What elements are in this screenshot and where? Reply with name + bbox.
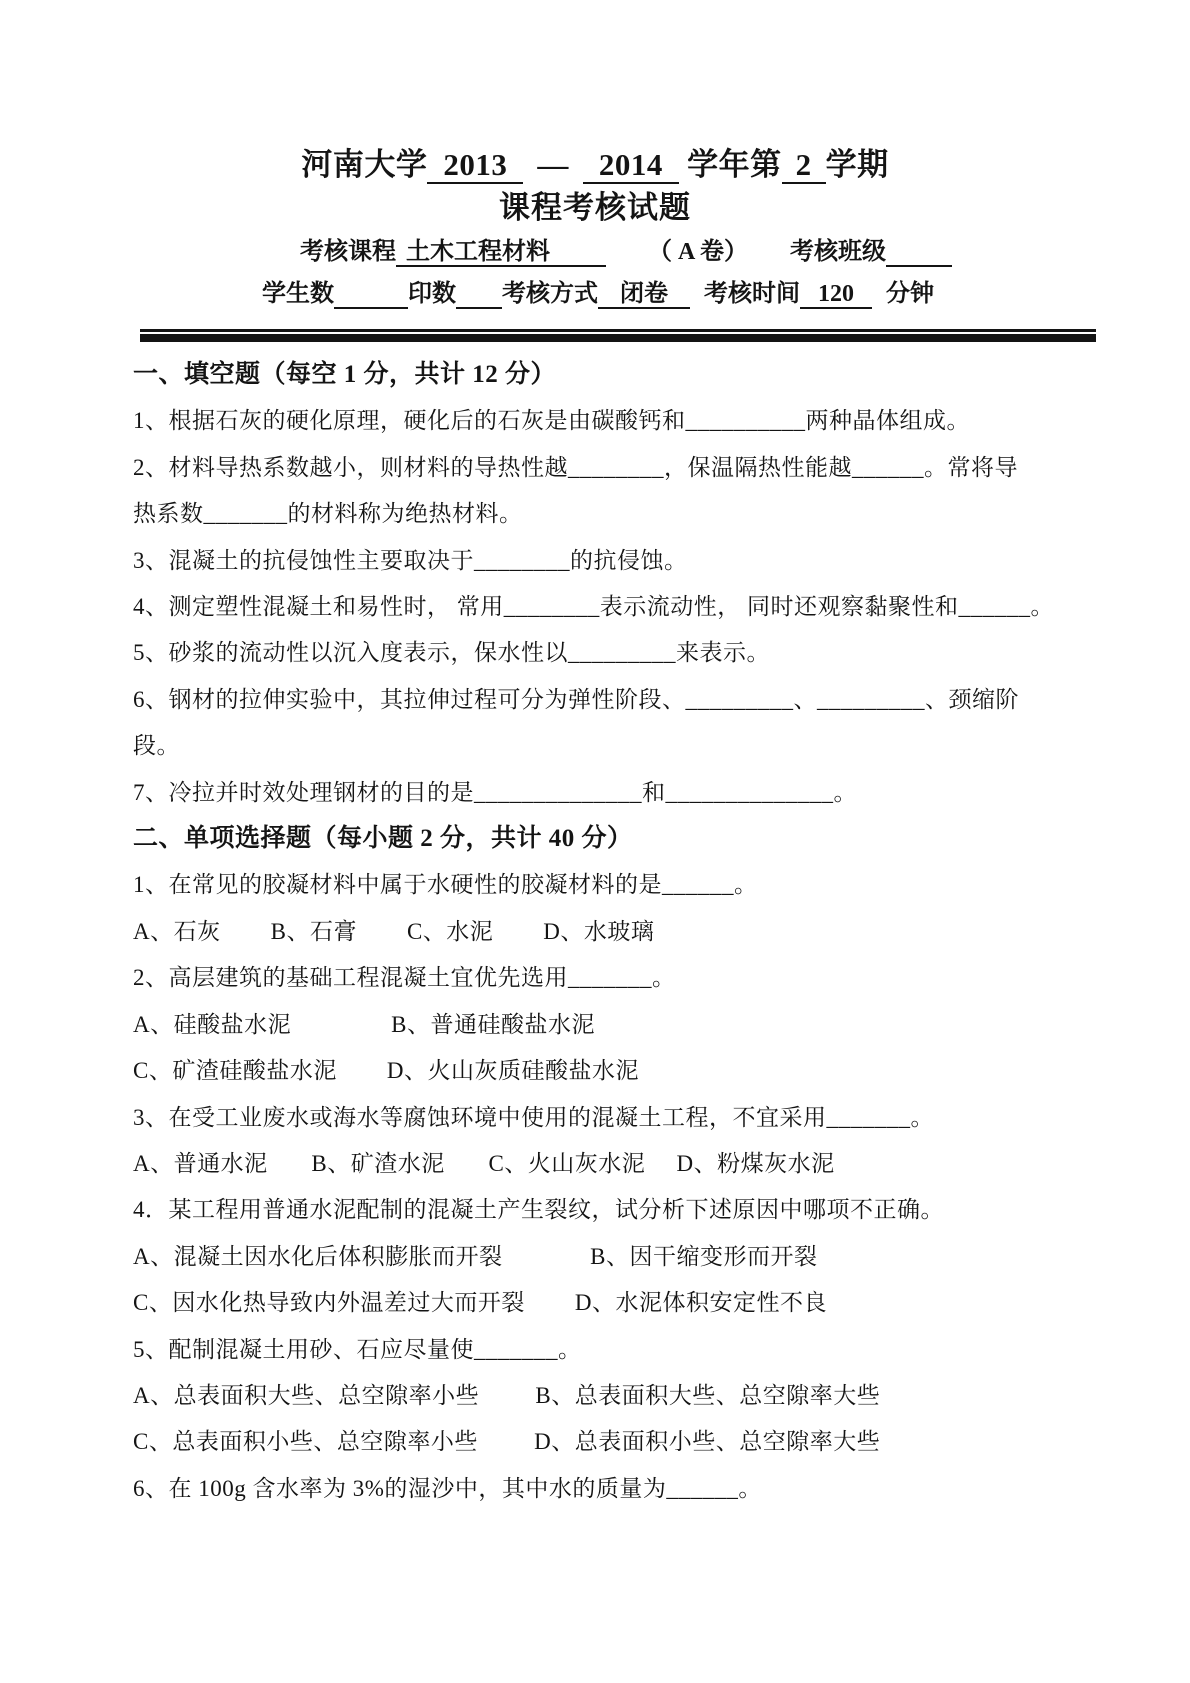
header-divider: [140, 329, 1096, 342]
options-line: A、硅酸盐水泥 B、普通硅酸盐水泥: [133, 1011, 595, 1037]
exam-info-row-2: [262, 273, 934, 309]
copies-blank-underline: [456, 281, 502, 309]
options-line: A、总表面积大些、总空隙率小些 B、总表面积大些、总空隙率大些: [133, 1382, 881, 1408]
duration-label: 考核时间: [704, 281, 800, 307]
title-dash: —: [537, 147, 569, 182]
question-line: 7、冷拉并时效处理钢材的目的是______________和______________。: [133, 779, 857, 805]
question-line: 5、砂浆的流动性以沉入度表示，保水性以_________来表示。: [133, 640, 770, 666]
method-label: 考核方式: [502, 281, 598, 307]
divider-thick-line: [140, 334, 1096, 342]
question-line: 1、在常见的胶凝材料中属于水硬性的胶凝材料的是______。: [133, 872, 758, 898]
divider-thin-line: [140, 329, 1096, 332]
students-blank-underline: [334, 281, 408, 309]
term-underline: 2: [782, 148, 826, 184]
term-prefix: 学年第: [687, 147, 782, 182]
options-line: C、矿渣硅酸盐水泥 D、火山灰质硅酸盐水泥: [133, 1058, 639, 1084]
title-line-1: [0, 139, 1190, 184]
question-line: 3、混凝土的抗侵蚀性主要取决于________的抗侵蚀。: [133, 547, 688, 573]
question-line: 5、配制混凝土用砂、石应尽量使_______。: [133, 1336, 582, 1362]
question-line: 2、高层建筑的基础工程混凝土宜优先选用_______。: [133, 965, 676, 991]
options-line: C、因水化热导致内外温差过大而开裂 D、水泥体积安定性不良: [133, 1290, 827, 1316]
duration-unit: 分钟: [886, 281, 934, 307]
term-suffix: 学期: [825, 147, 889, 182]
options-line: C、总表面积小些、总空隙率小些 D、总表面积小些、总空隙率大些: [133, 1429, 881, 1455]
continuation-line: 段。: [133, 733, 180, 759]
paper-variant: （ A 卷）: [648, 239, 749, 265]
exam-info-row-1: [300, 231, 952, 267]
question-line: 6、在 100g 含水率为 3%的湿沙中，其中水的质量为______。: [133, 1475, 762, 1501]
course-value-underline: 土木工程材料: [396, 239, 606, 267]
question-line: 4、测定塑性混凝土和易性时， 常用________表示流动性， 同时还观察黏聚性和______。: [133, 594, 1054, 620]
options-line: A、普通水泥 B、矿渣水泥 C、火山灰水泥 D、粉煤灰水泥: [133, 1150, 835, 1176]
exam-body: [133, 352, 1073, 1512]
year-to-underline: 2014: [583, 148, 679, 184]
continuation-line: 热系数_______的材料称为绝热材料。: [133, 501, 523, 527]
options-line: A、混凝土因水化后体积膨胀而开裂 B、因干缩变形而开裂: [133, 1243, 818, 1269]
question-line: 2、材料导热系数越小，则材料的导热性越________，保温隔热性能越______。常将导: [133, 454, 1018, 480]
course-label: 考核课程: [300, 239, 396, 265]
section-1-heading: 一、填空题（每空 1 分，共计 12 分）: [133, 361, 557, 388]
section-2-heading: 二、单项选择题（每小题 2 分，共计 40 分）: [133, 825, 633, 853]
question-line: 1、根据石灰的硬化原理，硬化后的石灰是由碳酸钙和__________两种晶体组成。: [133, 408, 970, 434]
duration-value-underline: 120: [800, 281, 872, 309]
question-line: 6、钢材的拉伸实验中，其拉伸过程可分为弹性阶段、_________、_________、颈缩阶: [133, 686, 1019, 712]
class-label: 考核班级: [790, 239, 887, 265]
options-line: A、石灰 B、石膏 C、水泥 D、水玻璃: [133, 918, 655, 944]
students-label: 学生数: [262, 281, 334, 307]
university-name: 河南大学: [301, 147, 428, 182]
year-from-underline: 2013: [427, 148, 523, 184]
title-line-2: 课程考核试题: [499, 190, 691, 225]
question-line: 3、在受工业废水或海水等腐蚀环境中使用的混凝土工程，不宜采用_______。: [133, 1104, 934, 1130]
copies-label: 印数: [408, 281, 456, 307]
question-line: 4．某工程用普通水泥配制的混凝土产生裂纹，试分析下述原因中哪项不正确。: [133, 1197, 944, 1223]
class-blank-underline: [886, 239, 952, 267]
method-value-underline: 闭卷: [598, 281, 690, 309]
